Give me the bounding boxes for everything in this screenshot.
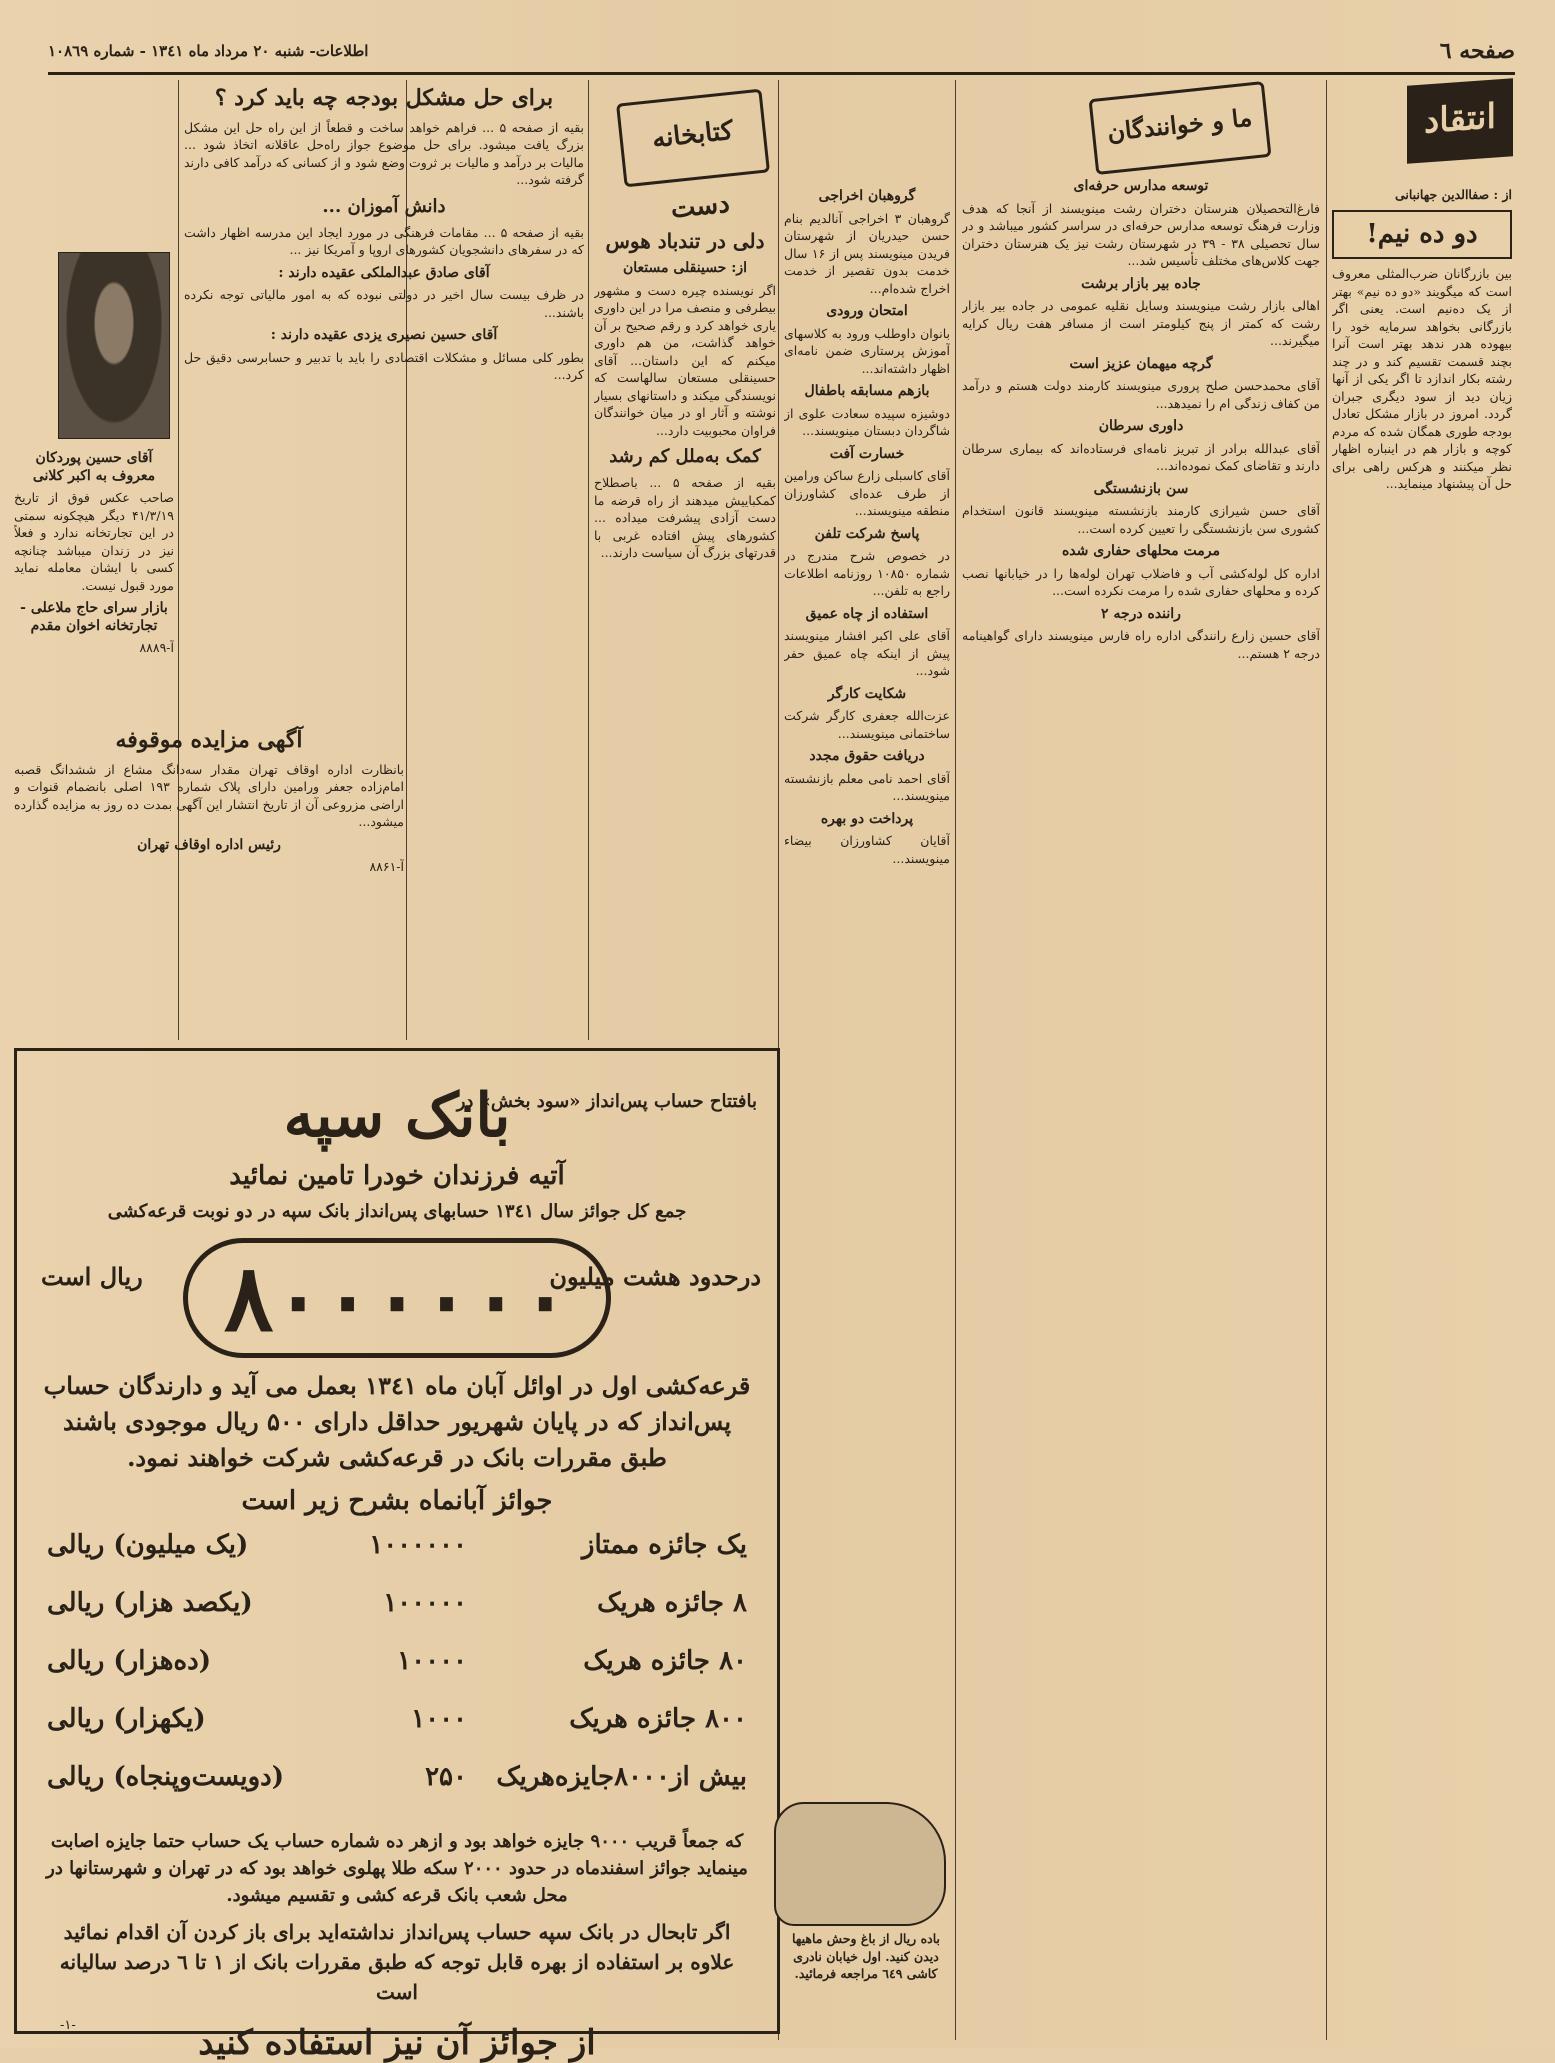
section-body: بانوان داوطلب ورود به کلاسهای آموزش پرستاری ضمن نامه‌ای اظهار داشته‌اند... xyxy=(784,325,950,376)
readers-section xyxy=(962,418,1320,475)
section-body: آقای عبدالله برادر از تبریز نامه‌ای فرستاده‌اند که بیماری سرطان دارند و تقاضای کمک نموده‌اند... xyxy=(962,440,1320,473)
readers-section xyxy=(962,481,1320,538)
auction-footer: رئیس اداره اوقاف تهران xyxy=(137,836,281,853)
ad-slogan: از جوائز آن نیز استفاده کنید xyxy=(198,2023,596,2063)
letters-section xyxy=(784,526,950,600)
entegh-title: دو ده نیم! xyxy=(1332,210,1512,260)
ad-line5: اگر تابحال در بانک سپه حساب پس‌انداز نداشته‌اید برای باز کردن آن اقدام نمائید علاوه بر استفاده از بهره قابل توجه که طبق مقررات بانک از ۱ تا ٦ درصد سالیانه است xyxy=(59,1920,735,2004)
readers-section xyxy=(962,606,1320,663)
bank-name: بانک سپه xyxy=(283,1081,511,1151)
section-body: آقای احمد نامی معلم بازنشسته مینویسند... xyxy=(784,770,950,803)
prize-amount: ۲۵۰ xyxy=(425,1762,467,1792)
ad-intro: بافتتاح حساب پس‌انداز «سود بخش» در xyxy=(456,1091,757,1112)
section-body: آقای حسین زارع رانندگی اداره راه فارس مینویسند دارای گواهینامه درجه ۲ هستم... xyxy=(962,628,1320,661)
section-body: آقای حسن شیرازی کارمند بازنشسته مینویسند قانون استخدام کشوری سن بازنشستگی را تعیین کرده است... xyxy=(962,503,1320,536)
letters-section xyxy=(784,606,950,680)
prize-words: (یکصد هزار) ریالی xyxy=(47,1588,253,1618)
readers-column xyxy=(962,172,1320,2022)
letters-section xyxy=(784,748,950,805)
students-body: بقیه از صفحه ۵ ... مقامات فرهنگی در مورد ایجاد این مدرسه اظهار داشت که در سفرهای دانشجویان کشورهای اروپا و آمریکا نیز ... xyxy=(184,224,584,258)
ad-currency: ریال است xyxy=(41,1262,143,1291)
prize-words: (ده‌هزار) ریالی xyxy=(47,1646,211,1676)
auction-ref: آ-۸۸۶۱ xyxy=(369,859,404,875)
library-logo: کتابخانه دست xyxy=(616,89,770,188)
column-divider xyxy=(1326,80,1327,2040)
book-review-title: دلی در تندباد هوس xyxy=(605,229,765,253)
prize-label: ۸۰ جائزه هریک xyxy=(583,1646,747,1676)
auction-notice xyxy=(14,722,404,1042)
page-number: صفحه ٦ xyxy=(1439,38,1515,64)
section-title: بازهم مسابقه باطفال xyxy=(804,383,930,399)
prize-label: ۸۰۰ جائزه هریک xyxy=(569,1704,747,1734)
prize-row xyxy=(17,1646,777,1704)
letters-section xyxy=(784,811,950,868)
prize-label: یک جائزه ممتاز xyxy=(581,1530,747,1560)
section-body: فارغ‌التحصیلان هنرستان دختران رشت مینویسند از آنجا که هدف وزارت فرهنگ توسعه مدارس حرفه‌ای در سراسر کشور میباشد و در سال تحصیلی ۳۸ - ۳۹ در شهرستان رشت نیز یک هنرستان دختران جهت کلاس‌های مختلف تأسیس شد... xyxy=(962,200,1320,268)
opinion-title: آقای حسین نصیری یزدی عقیده دارند : xyxy=(270,327,498,344)
section-title: جاده بیر بازار برشت xyxy=(1081,275,1201,292)
prize-list xyxy=(17,1530,777,1820)
issue-info: اطلاعات- شنبه ۲۰ مرداد ماه ۱۳٤۱ - شماره ۱۰۸٦۹ xyxy=(48,42,369,60)
opinion-body: در ظرف بیست سال اخیر در دولتی نبوده که به امور مالیاتی توجه نکرده باشند... xyxy=(184,287,584,320)
entegh-body: بین بازرگانان ضرب‌المثلی معروف است که میگویند «دو ده نیم» بهتر از یک ده‌نیم است. یعنی اگر بازرگانی بخواهد سرمایه خود را بیهوده هدر ندهد بهتر است آنرا بچند قسمت تقسیم کند و در چند رشته بکار اندازد تا اگر یکی از آنها زیان دید از سود دیگری جبران گردد. امروز در بازار مشکل تعادل بودجه طوری همگان شده که مردم کوچه و بازار هم در اینباره اظهار نظر میکنند و هرکس راهی برای حل آن پیشنهاد مینماید... xyxy=(1332,266,1512,492)
header-rule xyxy=(48,72,1515,75)
prizes-title: جوائز آبانماه بشرح زیر است xyxy=(241,1486,553,1516)
prize-amount: ۱۰۰۰ xyxy=(411,1704,467,1734)
letters-section xyxy=(784,303,950,377)
prize-row xyxy=(17,1704,777,1762)
ad-line3: قرعه‌کشی اول در اوائل آبان ماه ۱۳٤۱ بعمل می آید و دارندگان حساب پس‌انداز که در پایان شهریور حداقل دارای ۵۰۰ ریال موجودی باشند طبق مقررات بانک در قرعه‌کشی شرکت خواهند نمود. xyxy=(43,1371,751,1472)
notice-box xyxy=(14,444,174,714)
section-title: راننده درجه ۲ xyxy=(1101,605,1181,622)
letters-section xyxy=(784,686,950,743)
section-body: آقای کاسبلی زارع ساکن ورامین از طرف عده‌ای کشاورزان منطقه مینویسند... xyxy=(784,468,950,518)
auction-body: بانظارت اداره اوقاف تهران مقدار سه‌دانگ مشاع از ششدانگ قصبه امام‌زاده جعفر ورامین دارای پلاک شماره ۱۹۳ اصلی بانضمام قنوات و اراضی مزروعی آن از تاریخ انتشار این آگهی بمدت ده روز به مزایده گذارده میشود... xyxy=(14,761,404,830)
ad-approx: درحدود هشت میلیون xyxy=(549,1262,761,1291)
section-body: اداره کل لوله‌کشی آب و فاضلاب تهران لوله‌ها را در خیابانها نصب کرده و محلهای حفاری شده را مرمت نکرده است... xyxy=(962,565,1320,598)
prize-words: (یک میلیون) ریالی xyxy=(47,1530,249,1560)
ad-line2: جمع کل جوائز سال ۱۳٤۱ حسابهای پس‌انداز بانک سپه در دو نوبت قرعه‌کشی xyxy=(107,1201,687,1222)
section-title: سن بازنشستگی xyxy=(1093,480,1189,497)
readers-section xyxy=(962,178,1320,270)
budget-title: برای حل مشکل بودجه چه باید کرد ؟ xyxy=(214,85,554,111)
section-body: دوشیزه سپیده سعادت علوی از شاگردان دبستان مینویسند... xyxy=(784,405,950,438)
notice-body: صاحب عکس فوق از تاریخ ۴۱/۳/۱۹ دیگر هیچکونه سمتی در این تجارتخانه ندارد و فعلاً نیز در زندان میباشد چنانچه کسی با ایشان معامله نماید مورد قبول نیست. xyxy=(14,490,174,593)
section-title: گرچه میهمان عزیز است xyxy=(1069,355,1213,372)
section-title: پاسخ شرکت تلفن xyxy=(814,525,920,542)
prize-amount: ۱۰۰۰۰۰۰ xyxy=(369,1530,467,1560)
prize-amount: ۱۰۰۰۰۰ xyxy=(383,1588,467,1618)
section-body: عزت‌الله جعفری کارگر شرکت ساختمانی مینویسند... xyxy=(784,708,950,741)
letters-section xyxy=(784,188,950,297)
students-title: دانش آموزان ... xyxy=(322,195,446,217)
section-title: پرداخت دو بهره xyxy=(820,810,914,827)
notice-caption: آقای حسین پوردکان معروف به اکبر کلانی xyxy=(32,450,156,484)
zoo-ad xyxy=(778,1930,954,2020)
section-body: آقای علی اکبر افشار مینویسند پیش از اینکه چاه عمیق حفر شود... xyxy=(784,628,950,678)
book-review-author: از: حسینقلی مستعان xyxy=(622,260,748,276)
notice-ref: آ-۸۸۸٩ xyxy=(139,640,174,655)
readers-logo: ما و خوانندگان xyxy=(1089,81,1272,175)
section-body: اهالی بازار رشت مینویسند وسایل نقلیه عمومی در جاده بیر بازار رشت که کمتر از پنج کیلومتر است از مسافر هفت ریال کرایه میگیرند... xyxy=(962,298,1320,348)
column-divider xyxy=(588,80,589,1040)
section-title: گروهبان اخراجی xyxy=(818,188,916,204)
readers-section xyxy=(962,543,1320,600)
entegh-author: از : صفاالدین جهانبانی xyxy=(1394,187,1512,202)
section-title: استفاده از چاه عمیق xyxy=(805,605,929,622)
letters-section xyxy=(784,383,950,440)
section-title: توسعه مدارس حرفه‌ای xyxy=(1073,178,1209,194)
auction-title: آگهی مزایده موقوفه xyxy=(115,727,303,753)
portrait-photo xyxy=(58,252,170,439)
section-body: در خصوص شرح مندرج در شماره ۱۰۸۵۰ روزنامه اطلاعات راجع به تلفن... xyxy=(784,548,950,598)
prize-row xyxy=(17,1588,777,1646)
section-title: دریافت حقوق مجدد xyxy=(809,748,925,764)
zoo-ad-text: باده ریال از باغ وحش ماهیها دیدن کنید. اول خیابان نادری کاشی ٦٤٩ مراجعه فرمائید. xyxy=(792,1931,940,1981)
opinion-title: آقای صادق عبدالملکی عقیده دارند : xyxy=(278,264,490,281)
prize-label: بیش از۸۰۰۰جایزه‌هریک xyxy=(496,1762,747,1792)
prize-words: (یکهزار) ریالی xyxy=(47,1704,206,1734)
ad-line4: که جمعاً قریب ۹۰۰۰ جایزه خواهد بود و ازهر ده شماره حساب یک حساب حتما جایزه اصابت مینماید جوائز اسفندماه در حدود ۲۰۰۰ سکه طلا پهلوی خواهد بود که در تهران و شهرستانها در محل شعب بانک قرعه کشی و تقسیم میشود. xyxy=(46,1831,748,1906)
iran-map-illustration xyxy=(774,1802,946,1926)
prize-row xyxy=(17,1762,777,1820)
folio: -۱- xyxy=(60,2018,76,2033)
section-title: خسارت آفت xyxy=(829,445,905,462)
section-title: داوری سرطان xyxy=(1098,418,1184,434)
letters-section xyxy=(784,446,950,520)
section-title: امتحان ورودی xyxy=(826,303,908,319)
opinion-body: بطور کلی مسائل و مشکلات اقتصادی را باید با تدبیر و حسابرسی دقیق حل کرد... xyxy=(184,349,584,383)
aid-title: کمک به‌ملل کم رشد xyxy=(609,446,761,467)
section-title: شکایت کارگر xyxy=(827,685,907,702)
ad-amount: ۸۰۰۰۰۰۰ xyxy=(183,1238,611,1358)
page-header xyxy=(48,38,1515,72)
section-body: گروهبان ۳ اخراجی آنالدیم بنام حسن حیدریان از شهرستان فریدن مینویسند پس از ۱۶ سال خدمت بدون تقصیر از خدمت اخراج شده‌ام... xyxy=(784,210,950,296)
section-title: مرمت محلهای حفاری شده xyxy=(1061,543,1221,559)
ad-line1: آتیه فرزندان خودرا تامین نمائید xyxy=(229,1161,565,1191)
prize-words: (دویست‌وپنجاه) ریالی xyxy=(47,1762,285,1792)
readers-section xyxy=(962,356,1320,413)
prize-amount: ۱۰۰۰۰ xyxy=(397,1646,467,1676)
prize-label: ۸ جائزه هریک xyxy=(597,1588,747,1618)
section-body: آقای محمدحسن صلح پروری مینویسند کارمند دولت هستم و درآمد من کفاف زندگی ام را نمیدهد... xyxy=(962,378,1320,411)
aid-body: بقیه از صفحه ۵ ... باصطلاح کمکباییش میدهند از راه قرضه ما دست آزادی پیشرفت میداده ... کشورهای پیش افتاده غربی با قدرتهای بزرگ آن سیاست دارند... xyxy=(594,475,776,561)
readers-section xyxy=(962,276,1320,350)
book-review-body: اگر نویسنده چیره دست و مشهور بیطرفی و منصف مرا در این داوری یاری خواهد کرد و رقم صحیح بر آن خواهد گذاشت، من هم داوری میکنم که این داستان... آقای حسینقلی مستعان سالهاست که نویسندگی میکند و داستانهای بسیار نوشته و آثار او در میان خوانندگان فراوان محبوبیت دارد... xyxy=(594,282,776,438)
letters-column xyxy=(784,182,950,2022)
section-body: آقایان کشاورزان بیضاء مینویسند... xyxy=(784,833,950,866)
entegh-logo: انتقاد xyxy=(1407,78,1513,163)
column-divider xyxy=(955,80,956,2040)
bank-sepah-ad xyxy=(14,1048,780,2063)
entegh-column xyxy=(1332,186,1512,2026)
budget-body: بقیه از صفحه ۵ ... فراهم خواهد ساخت و قطعاً از این راه حل این مشکل بزرگ یافت میشود. برای حل موضوع جواز راه‌حل عاقلانه اتخاذ شود ... مالیات بر درآمد و مالیات بر ثروت وضع شود و از کسانی که درآمد کافی دارند گرفته شود... xyxy=(184,119,584,188)
notice-signature: بازار سرای حاج ملاعلی - تجارتخانه اخوان مقدم xyxy=(20,600,168,634)
prize-row xyxy=(17,1530,777,1588)
